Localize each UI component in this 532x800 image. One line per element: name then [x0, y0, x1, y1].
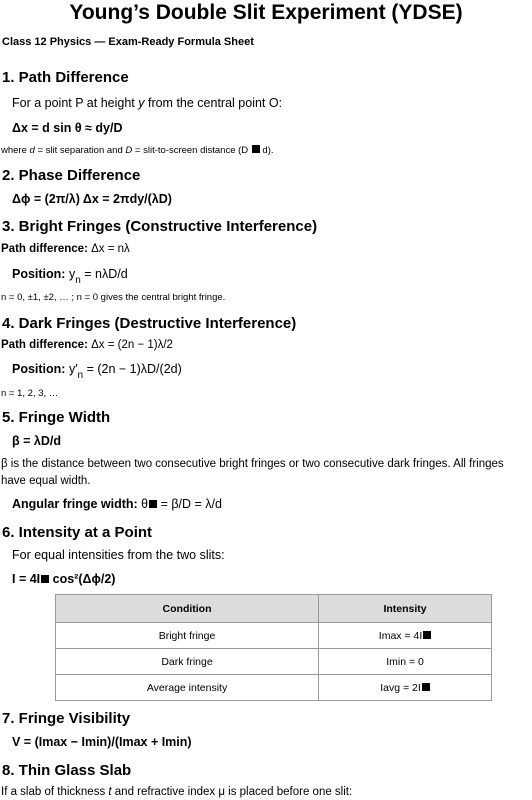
dark-position-subscript: n — [77, 370, 84, 381]
table-cell-value: Iavg = 2I — [380, 681, 421, 694]
table-cell-intensity — [319, 675, 492, 701]
dark-position-var: y′ — [68, 362, 78, 376]
section-heading-fringe-width: 5. Fringe Width — [2, 409, 111, 426]
note-text-3: = slit-to-screen distance (D — [132, 145, 251, 156]
angular-fringe-width-label: Angular fringe width: — [12, 497, 142, 511]
dark-path-difference — [1, 339, 173, 351]
bright-path-value: Δx = nλ — [91, 243, 130, 255]
table-header-row — [56, 595, 492, 623]
table-cell-intensity — [319, 623, 492, 649]
section-heading-bright-fringes: 3. Bright Fringes (Constructive Interference) — [2, 218, 318, 235]
missing-glyph-icon — [422, 683, 430, 691]
bright-position-value: = nλD/d — [80, 267, 128, 281]
table-cell-value: Imax = 4I — [378, 629, 423, 642]
dark-path-value: Δx = (2n − 1)λ/2 — [91, 339, 173, 351]
bright-position-var: y — [68, 267, 76, 281]
note-text: where — [1, 145, 30, 156]
angular-theta: θ — [141, 497, 149, 511]
table-row — [56, 623, 492, 649]
slab-intro-text: If a slab of thickness — [1, 786, 109, 798]
intro-text: For a point P at height — [12, 96, 139, 110]
intensity-formula-part-2: cos²(Δϕ/2) — [49, 572, 116, 586]
table-cell-intensity: Imin = 0 — [319, 649, 492, 675]
bright-position-subscript: n — [75, 275, 81, 286]
table-header-condition: Condition — [56, 595, 319, 623]
dark-position-label: Position: — [12, 362, 69, 376]
table-cell-condition: Average intensity — [56, 675, 319, 701]
thin-glass-slab-intro — [1, 786, 352, 798]
fringe-visibility-formula: V = (Imax − Imin)/(Imax + Imin) — [12, 735, 192, 749]
page-subtitle: Class 12 Physics — Exam-Ready Formula Sheet — [2, 36, 254, 48]
dark-path-label: Path difference: — [1, 339, 92, 351]
slab-intro-var-t: t — [108, 786, 112, 798]
intensity-intro: For equal intensities from the two slits: — [12, 548, 225, 562]
phase-difference-formula: Δϕ = (2π/λ) Δx = 2πdy/(λD) — [12, 192, 172, 206]
bright-position-label: Position: — [12, 267, 69, 281]
table-row — [56, 649, 492, 675]
slab-intro-text-end: and refractive index μ is placed before one slit: — [111, 786, 353, 798]
note-var-D: D — [125, 145, 133, 156]
dark-position-value: = (2n − 1)λD/(2d) — [83, 362, 182, 376]
intro-text-end: from the central point O: — [144, 96, 283, 110]
bright-fringe-note: n = 0, ±1, ±2, … ; n = 0 gives the central bright fringe. — [1, 292, 226, 303]
path-difference-note — [1, 145, 274, 156]
bright-path-difference — [1, 243, 130, 255]
note-text-2: = slit separation and — [34, 145, 126, 156]
dark-fringe-note: n = 1, 2, 3, … — [1, 388, 59, 399]
angular-fringe-width — [12, 497, 222, 511]
angular-fringe-width-value: = β/D = λ/d — [157, 497, 222, 511]
fringe-width-description: β is the distance between two consecutive bright fringes or two consecutive dark fringes. All fringes have equal width. — [1, 458, 504, 487]
intensity-formula-part-1: I = 4I — [12, 572, 41, 586]
missing-glyph-icon — [41, 575, 49, 583]
section-heading-path-difference: 1. Path Difference — [2, 69, 129, 86]
section-heading-intensity: 6. Intensity at a Point — [2, 524, 153, 541]
section-heading-phase-difference: 2. Phase Difference — [2, 167, 141, 184]
page-title: Young’s Double Slit Experiment (YDSE) — [69, 1, 463, 24]
table-row — [56, 675, 492, 701]
note-text-4: d). — [259, 145, 274, 156]
missing-glyph-icon — [252, 145, 260, 153]
note-var-d: d — [29, 145, 35, 156]
table-header-intensity: Intensity — [319, 595, 492, 623]
dark-position — [12, 362, 182, 381]
missing-glyph-icon — [149, 500, 157, 508]
section-heading-dark-fringes: 4. Dark Fringes (Destructive Interference) — [2, 315, 297, 332]
fringe-width-formula: β = λD/d — [12, 434, 61, 448]
section-heading-thin-glass-slab: 8. Thin Glass Slab — [2, 762, 132, 779]
intensity-formula — [12, 572, 115, 586]
missing-glyph-icon — [423, 631, 431, 639]
path-difference-formula: Δx = d sin θ ≈ dy/D — [12, 121, 123, 135]
section-heading-fringe-visibility: 7. Fringe Visibility — [2, 710, 131, 727]
table-cell-condition: Bright fringe — [56, 623, 319, 649]
path-difference-intro — [12, 96, 282, 110]
intro-variable: y — [138, 96, 145, 110]
bright-position — [12, 267, 128, 286]
bright-path-label: Path difference: — [1, 243, 92, 255]
intensity-table — [55, 594, 492, 701]
table-cell-condition: Dark fringe — [56, 649, 319, 675]
